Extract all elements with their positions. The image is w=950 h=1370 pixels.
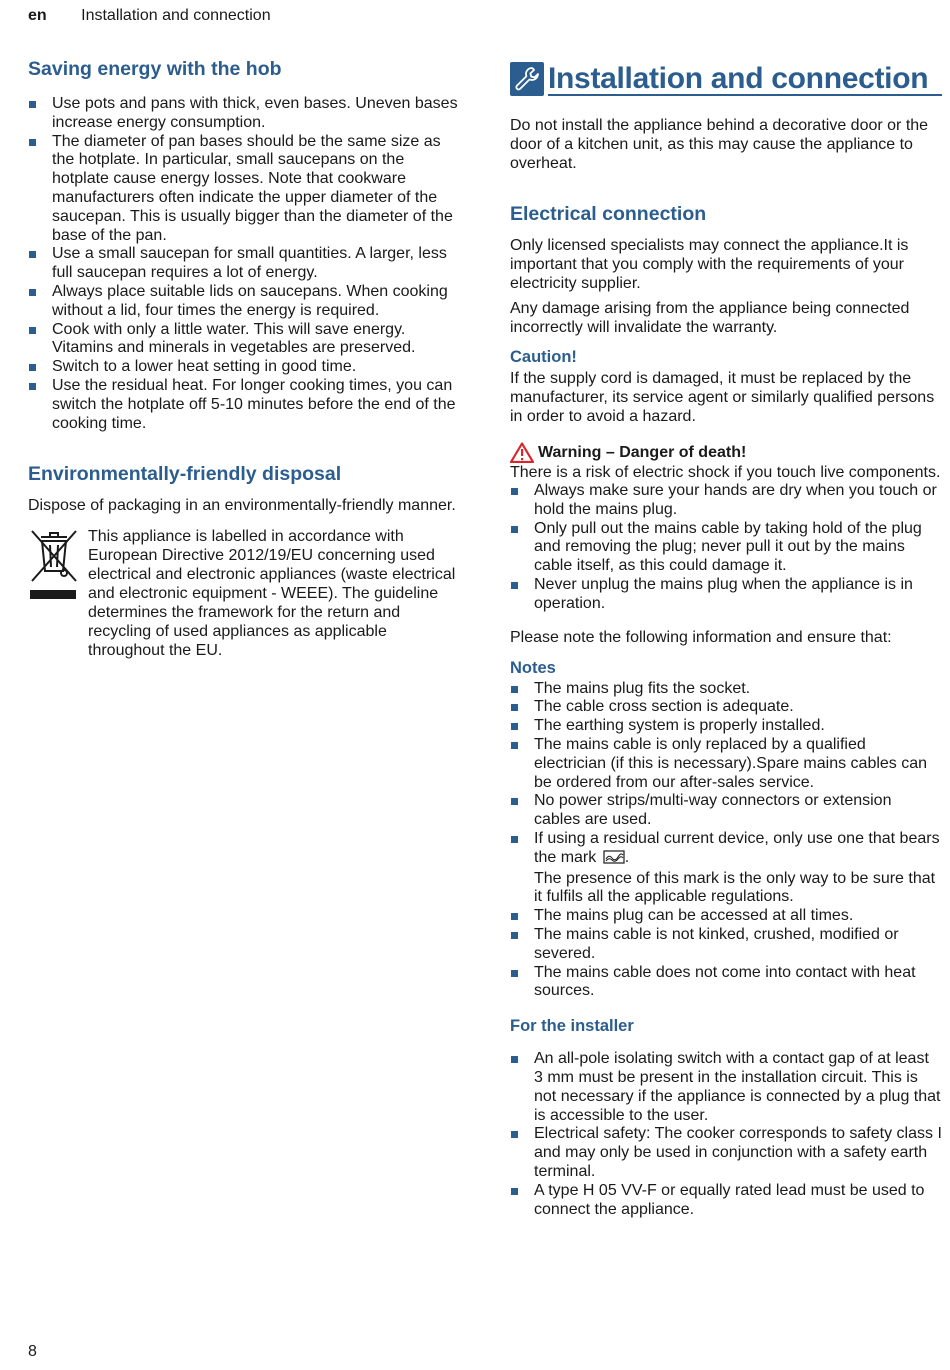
right-column xyxy=(510,62,942,1219)
electrical-p2: Any damage arising from the appliance being connected incorrectly will invalidate the warranty. xyxy=(510,300,910,336)
warning-list xyxy=(510,482,942,614)
caution-heading: Caution! xyxy=(510,348,577,366)
installer-list xyxy=(510,1050,942,1219)
warning-heading xyxy=(510,442,942,463)
list-item: Never unplug the mains plug when the appliance is in operation. xyxy=(510,576,942,614)
warning-text: There is a risk of electric shock if you touch live components. xyxy=(510,464,941,481)
saving-energy-list xyxy=(28,95,458,433)
warning-title: Warning – Danger of death! xyxy=(538,443,747,461)
crossed-out-wheelie-bin-icon xyxy=(28,527,88,660)
list-item: Always make sure your hands are dry when you touch or hold the mains plug. xyxy=(510,482,942,520)
page-title: Installation and connection xyxy=(548,62,929,95)
list-item: Use pots and pans with thick, even bases. Uneven bases increase energy consumption. xyxy=(28,95,458,133)
list-item: The cable cross section is adequate. xyxy=(510,698,942,717)
list-item: An all-pole isolating switch with a contact gap of at least 3 mm must be present in the installation circuit. This is not necessary if the appliance is connected by a plug that is accessible to the user. xyxy=(510,1050,942,1125)
list-item: The mains cable does not come into contact with heat sources. xyxy=(510,964,942,1002)
notes-list xyxy=(510,680,942,1002)
notes-heading: Notes xyxy=(510,658,556,677)
list-item: The mains plug can be accessed at all times. xyxy=(510,907,942,926)
installation-title xyxy=(510,62,942,96)
weee-text: This appliance is labelled in accordance with European Directive 2012/19/EU concerning used electrical and electronic appliances (waste electrical and electronic equipment - WEEE). The guideline determines the framework for the return and recycling of used appliances as applicable throughout the EU. xyxy=(88,528,456,660)
list-item: Always place suitable lids on saucepans. When cooking without a lid, four times the energy is required. xyxy=(28,283,458,321)
page-header xyxy=(28,7,271,25)
list-item-rcd xyxy=(510,830,942,907)
list-item: The mains cable is not kinked, crushed, modified or severed. xyxy=(510,926,942,964)
list-item: Switch to a lower heat setting in good time. xyxy=(28,358,458,377)
list-item: The earthing system is properly installed. xyxy=(510,717,942,736)
electrical-heading: Electrical connection xyxy=(510,203,707,225)
list-item: Use a small saucepan for small quantities. A larger, less full saucepan requires a lot of energy. xyxy=(28,245,458,283)
list-item: Use the residual heat. For longer cooking times, you can switch the hotplate off 5-10 minutes before the end of the cooking time. xyxy=(28,377,458,433)
header-section-title: Installation and connection xyxy=(81,7,271,24)
list-item: A type H 05 VV-F or equally rated lead must be used to connect the appliance. xyxy=(510,1182,942,1220)
list-item: The mains cable is only replaced by a qualified electrician (if this is necessary).Spare mains cables can be ordered from our after-sales service. xyxy=(510,736,942,792)
rcd-suffix: . xyxy=(624,848,630,866)
rcd-mark-icon xyxy=(603,850,625,870)
list-item: Cook with only a little water. This will save energy. Vitamins and minerals in vegetables are preserved. xyxy=(28,321,458,359)
weee-block xyxy=(28,527,458,660)
caution-text: If the supply cord is damaged, it must be replaced by the manufacturer, its service agent or similarly qualified persons in order to avoid a hazard. xyxy=(510,370,935,425)
list-item: Only pull out the mains cable by taking hold of the plug and removing the plug; never pull it out by the mains cable itself, as this could damage it. xyxy=(510,520,942,576)
installer-heading: For the installer xyxy=(510,1017,634,1036)
disposal-heading: Environmentally-friendly disposal xyxy=(28,463,342,486)
please-note-text: Please note the following information and ensure that: xyxy=(510,628,892,646)
rcd-text: If using a residual current device, only use one that bears the mark xyxy=(534,829,940,866)
list-item: The diameter of pan bases should be the same size as the hotplate. In particular, small saucepans on the hotplate cause energy losses. Note that cookware manufacturers often indicate the upper diameter of the saucepan. This is usually bigger than the diameter of the base of the pan. xyxy=(28,133,458,246)
list-item: No power strips/multi-way connectors or extension cables are used. xyxy=(510,792,942,830)
install-intro: Do not install the appliance behind a decorative door or the door of a kitchen unit, as this may cause the appliance to overheat. xyxy=(510,117,929,172)
language-code: en xyxy=(28,7,47,24)
left-column xyxy=(28,58,458,660)
list-item: The mains plug fits the socket. xyxy=(510,680,942,699)
page-number: 8 xyxy=(28,1343,37,1360)
list-item: Electrical safety: The cooker corresponds to safety class I and may only be used in conjunction with a safety earth terminal. xyxy=(510,1125,942,1181)
electrical-p1: Only licensed specialists may connect the appliance.It is important that you comply with the requirements of your electricity supplier. xyxy=(510,237,909,292)
rcd-text-2: The presence of this mark is the only way to be sure that it fulfils all the applicable regulations. xyxy=(534,869,936,906)
disposal-intro: Dispose of packaging in an environmentally-friendly manner. xyxy=(28,497,456,515)
saving-energy-heading: Saving energy with the hob xyxy=(28,58,282,80)
warning-triangle-icon xyxy=(510,442,534,463)
wrench-icon xyxy=(510,62,544,96)
